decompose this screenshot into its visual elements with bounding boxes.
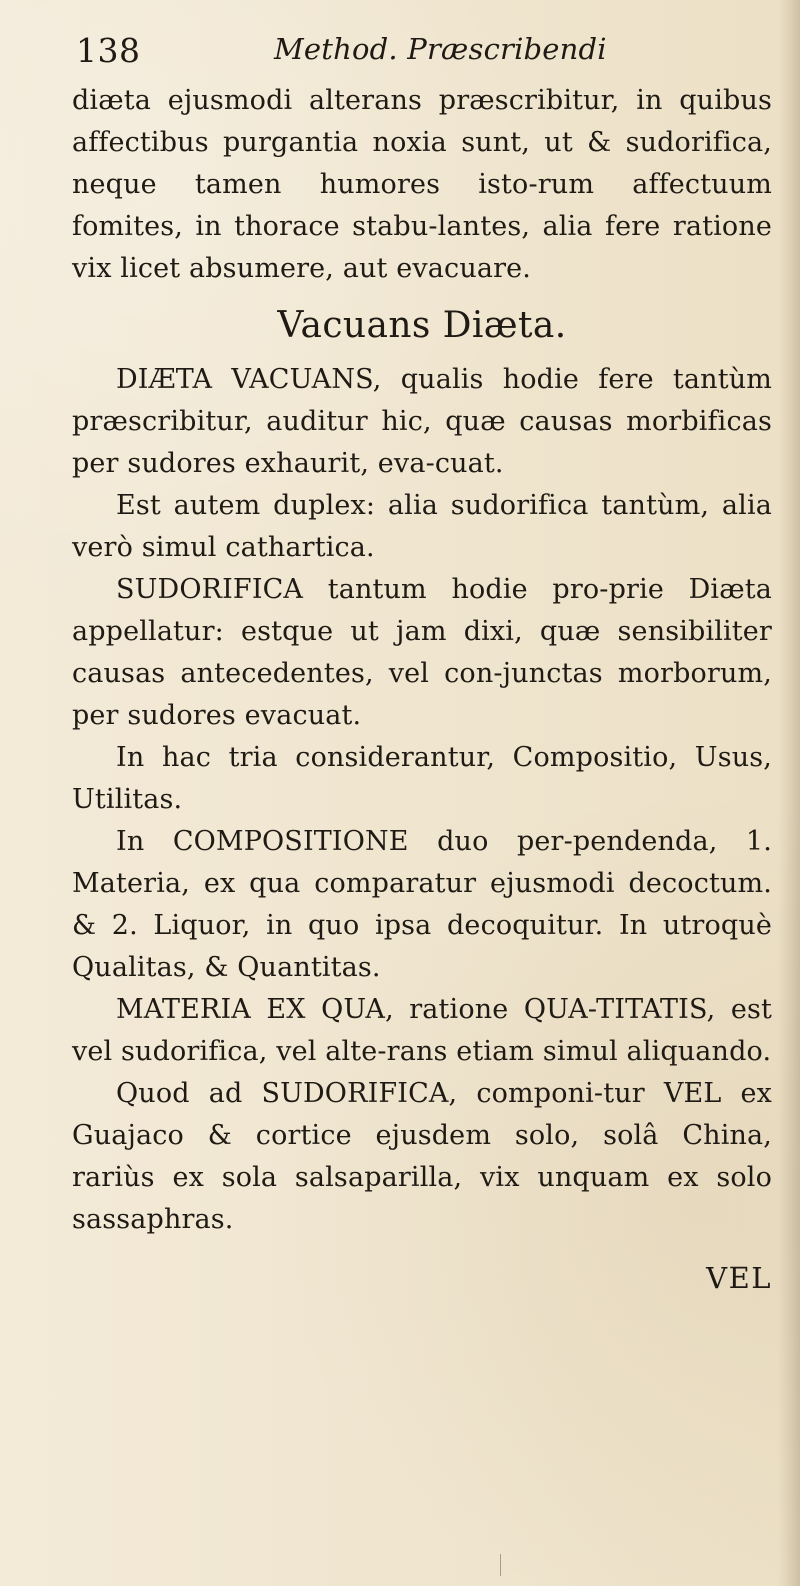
page-number: 138 [76,31,141,70]
page-body [72,80,772,1299]
section-heading: Vacuans Diæta. [277,305,567,346]
paragraph-sudorifica: SUDORIFICA tantum hodie pro-prie Diæta appellatur: estque ut jam dixi, quæ sensibiliter causas antecedentes, vel con-junctas morborum, per sudores evacuat. [72,574,772,732]
paragraph-materia: MATERIA EX QUA, ratione QUA-TITATIS, est vel sudorifica, vel alte-rans etiam simul aliquando. [72,994,772,1068]
running-head: Method. Præscribendi [274,32,607,66]
page-header [72,31,772,76]
paragraph-sudorifica-composition: Quod ad SUDORIFICA, componi-tur VEL ex Guajaco & cortice ejusdem solo, solâ China, rariùs ex sola salsaparilla, vix unquam ex solo sassaphras. [72,1078,772,1236]
catchword: VEL [706,1261,772,1296]
opening-paragraph: diæta ejusmodi alterans præscribitur, in quibus affectibus purgantia noxia sunt, ut & sudorifica, neque tamen humores isto-rum affectuum fomites, in thorace stabu-lantes, alia fere ratione vix licet absumere, aut evacuare. [72,85,772,284]
paragraph-diaeta-vacuans: DIÆTA VACUANS, qualis hodie fere tantùm præscribitur, auditur hic, quæ causas morbificas per sudores exhaurit, eva-cuat. [72,364,772,480]
paragraph-duplex: Est autem duplex: alia sudorifica tantùm, alia verò simul cathartica. [72,490,772,564]
paragraph-considerantur: In hac tria considerantur, Compositio, Usus, Utilitas. [72,742,772,816]
paragraph-compositione: In COMPOSITIONE duo per-pendenda, 1. Materia, ex qua comparatur ejusmodi decoctum. & 2. Liquor, in quo ipsa decoquitur. In utroquè Qualitas, & Quantitas. [72,826,772,984]
bottom-mark [500,1554,501,1576]
